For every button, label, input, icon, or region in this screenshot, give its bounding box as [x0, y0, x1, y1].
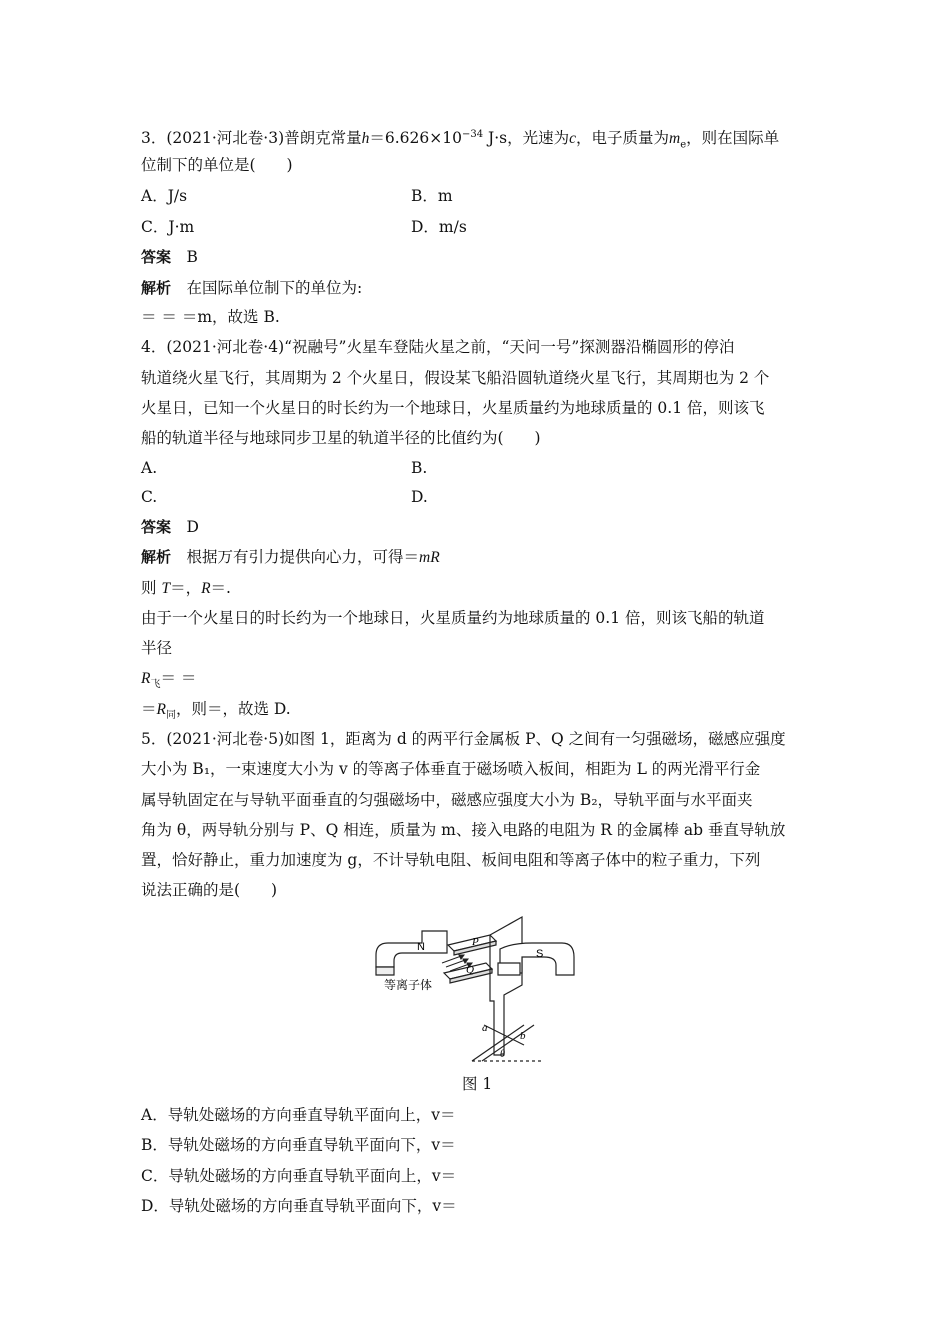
- fig-label-n: N: [417, 941, 425, 953]
- q5-stem-line2: 大小为 B₁，一束速度大小为 v 的等离子体垂直于磁场喷入板间，相距为 L 的两光滑平行金: [141, 760, 761, 778]
- fig-label-a: a: [482, 1022, 488, 1034]
- figure-1-diagram: [372, 905, 584, 1065]
- q4-option-b: B.: [411, 459, 428, 477]
- q3-stem-line1: 3．(2021·河北卷·3)普朗克常量$h=6.626\times 10^{-34}$ J·s，光速为c，电子质量为$m_e$，则在国际单: [141, 129, 780, 151]
- q5-option-d: D．导轨处磁场的方向垂直导轨平面向下，v＝: [141, 1197, 457, 1215]
- fig-label-b: b: [520, 1030, 526, 1042]
- q3-analysis-2: ＝ ＝ ＝m，故选 B.: [141, 308, 280, 326]
- fig-label-q: Q: [466, 964, 474, 976]
- q4-option-c: C.: [141, 488, 158, 506]
- q5-stem-line4: 角为 θ，两导轨分别与 P、Q 相连，质量为 m、接入电路的电阻为 R 的金属棒 ab 垂直导轨放: [141, 821, 786, 839]
- q3-stem-line2: 位制下的单位是( ): [141, 156, 293, 174]
- q4-option-a: A.: [141, 459, 158, 477]
- q5-stem-line5: 置，恰好静止，重力加速度为 g，不计导轨电阻、板间电阻和等离子体中的粒子重力，下列: [141, 851, 761, 869]
- q4-stem-line4: 船的轨道半径与地球同步卫星的轨道半径的比值约为( ): [141, 429, 541, 447]
- q4-stem-line1: 4．(2021·河北卷·4)“祝融号”火星车登陆火星之前，“天问一号”探测器沿椭圆形的停泊: [141, 338, 735, 356]
- q3-analysis: 解析 在国际单位制下的单位为:: [141, 279, 363, 297]
- q4-analysis-5: $R_飞=$ ＝: [141, 669, 197, 691]
- q4-stem-line2: 轨道绕火星飞行，其周期为 2 个火星日，假设某飞船沿圆轨道绕火星飞行，其周期也为 2 个: [141, 369, 770, 387]
- q5-stem-line6: 说法正确的是( ): [141, 881, 278, 899]
- q3-option-c: C．J·m: [141, 218, 195, 236]
- q4-option-d: D.: [411, 488, 428, 506]
- q4-stem-line3: 火星日，已知一个火星日的时长约为一个地球日，火星质量约为地球质量的 0.1 倍，则该飞: [141, 399, 765, 417]
- fig-label-plasma: 等离子体: [384, 978, 433, 992]
- q4-analysis-2: 则 T＝，R＝.: [141, 579, 231, 597]
- q5-stem-line1: 5．(2021·河北卷·5)如图 1，距离为 d 的两平行金属板 P、Q 之间有一匀强磁场，磁感应强度: [141, 730, 786, 748]
- q5-option-b: B．导轨处磁场的方向垂直导轨平面向下，v＝: [141, 1136, 456, 1154]
- q5-stem-line3: 属导轨固定在与导轨平面垂直的匀强磁场中，磁感应强度大小为 B₂，导轨平面与水平面夹: [141, 791, 753, 809]
- q4-analysis-3: 由于一个火星日的时长约为一个地球日，火星质量约为地球质量的 0.1 倍，则该飞船的轨道: [141, 609, 765, 627]
- q3-answer: 答案 B: [141, 248, 198, 266]
- q4-analysis-4: 半径: [141, 639, 173, 657]
- fig-label-s: S: [536, 948, 544, 960]
- q4-analysis-6: $=R_同$，则＝，故选 D.: [141, 700, 291, 722]
- q4-analysis: 解析 根据万有引力提供向心力，可得＝mR: [141, 548, 440, 566]
- q4-answer: 答案 D: [141, 518, 199, 536]
- fig-label-p: P: [472, 936, 479, 948]
- q3-option-b: B．m: [411, 187, 453, 205]
- q5-option-c: C．导轨处磁场的方向垂直导轨平面向上，v＝: [141, 1167, 457, 1185]
- q3-option-d: D．m/s: [411, 218, 467, 236]
- figure-caption: 图 1: [462, 1075, 493, 1093]
- q3-option-a: A．J/s: [141, 187, 188, 205]
- fig-label-theta: θ: [500, 1049, 505, 1060]
- q5-option-a: A．导轨处磁场的方向垂直导轨平面向上，v＝: [141, 1106, 456, 1124]
